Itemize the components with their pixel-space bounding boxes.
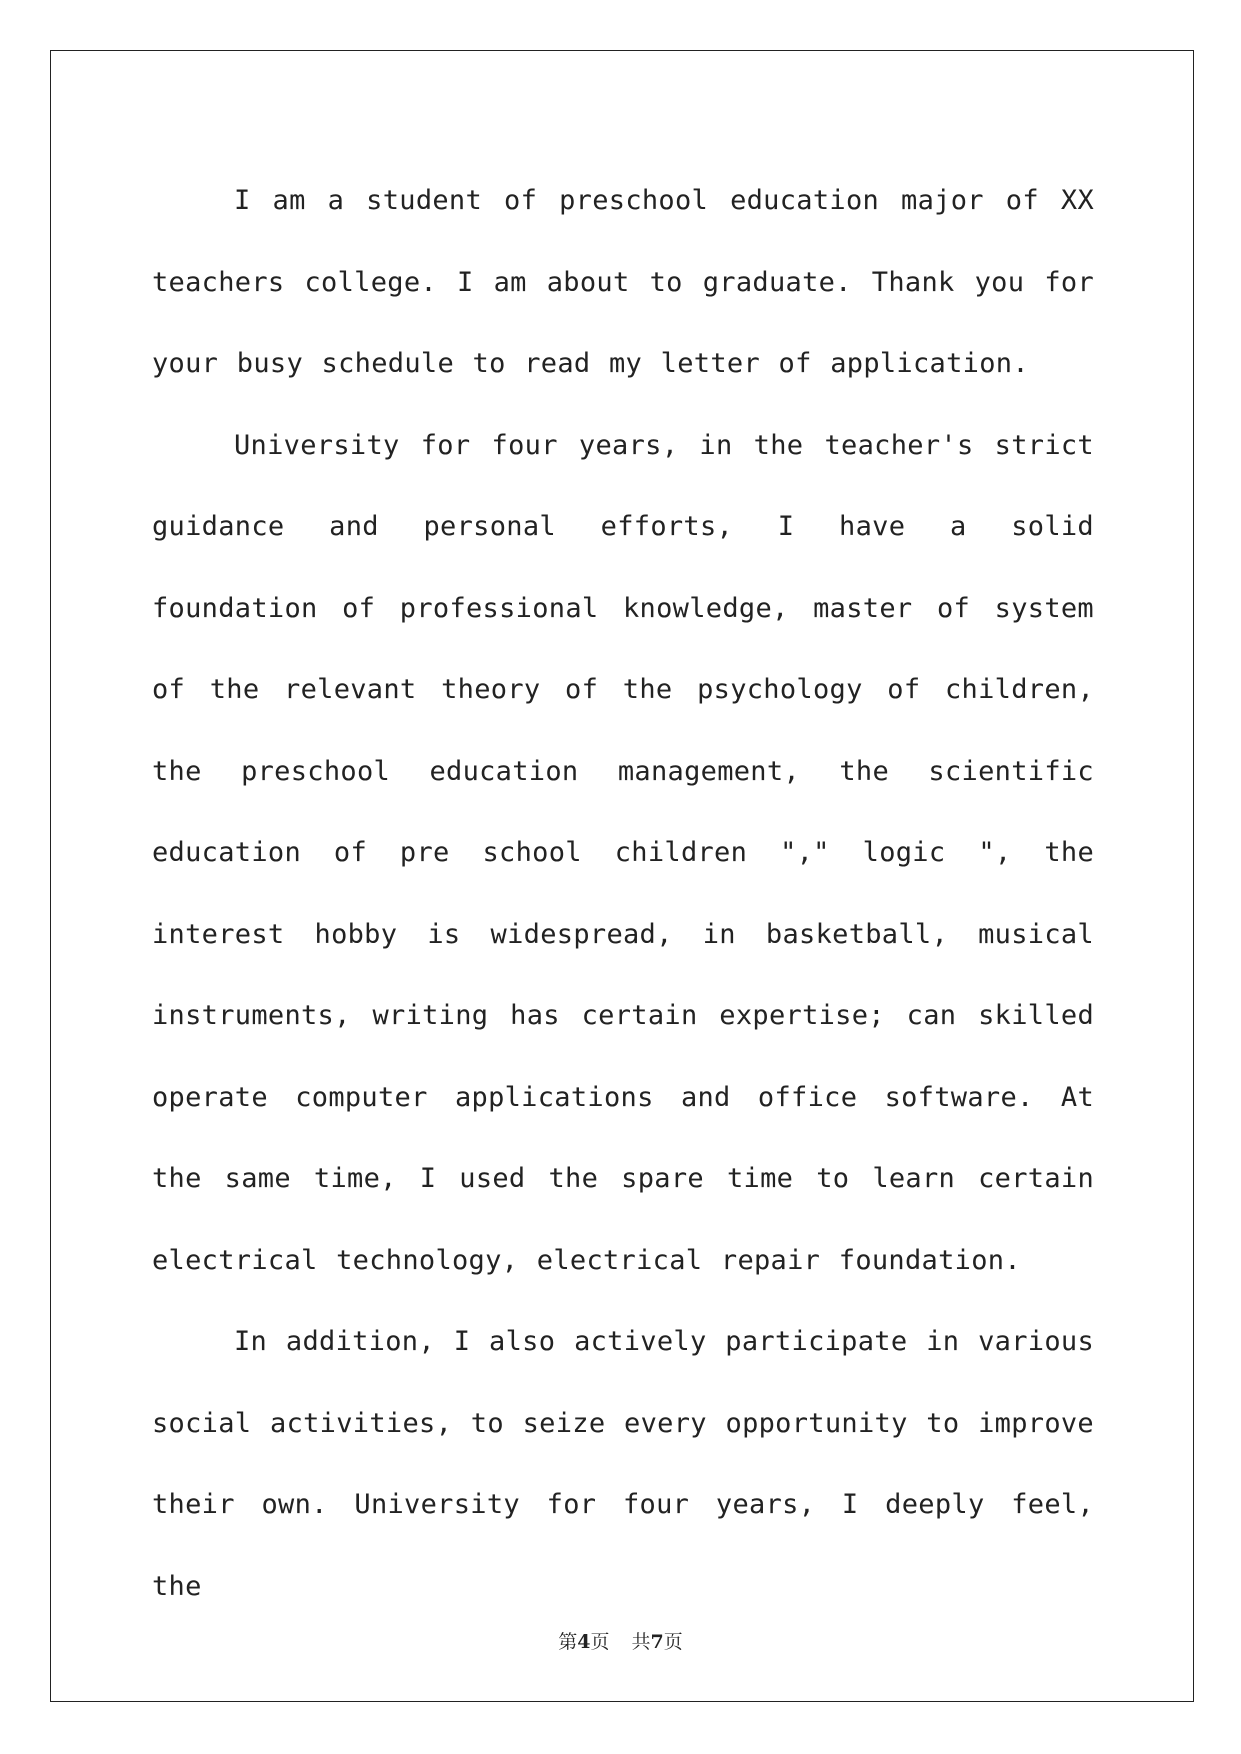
total-pages-suffix: 页 [663,1631,683,1653]
paragraph-education: University for four years, in the teacher's strict guidance and personal efforts, I have a solid foundation of professional knowledge, master of system of the relevant theory of the psychology of children, the preschool education management, the scientific education of pre school children "," logic ", the interest hobby is widespread, in basketball, musical instruments, writing has certain expertise; can skilled operate computer applications and office software. At the same time, I used the spare time to learn certain electrical technology, electrical repair foundation. [152,429,1094,1276]
total-pages: 7 [650,1631,664,1653]
document-body [152,160,1094,1627]
paragraph-activities: In addition, I also actively participate in various social activities, to seize every opportunity to improve their own. University for four years, I deeply feel, the [152,1326,1094,1602]
paragraph-intro: I am a student of preschool education major of XX teachers college. I am about to graduate. Thank you for your busy schedule to read my letter of application. [152,185,1094,379]
total-pages-prefix: 共 [631,1631,651,1653]
page-footer [0,1627,1241,1654]
page-number-suffix: 页 [590,1631,610,1653]
page-number-prefix: 第 [558,1631,578,1653]
page-number: 4 [577,1631,591,1653]
